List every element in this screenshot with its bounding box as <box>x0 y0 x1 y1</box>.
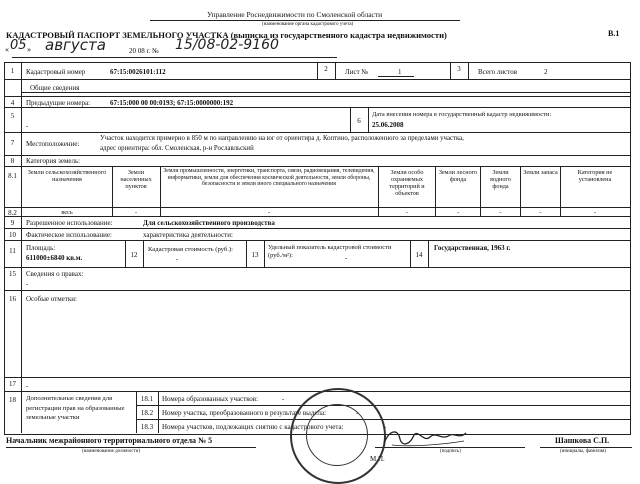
category-water: Земли водного фонда <box>490 169 511 190</box>
row-number-14: 14 <box>415 251 423 259</box>
date-month: августа <box>45 36 106 54</box>
row-number-8-2: 8.2 <box>8 209 17 217</box>
position-caption: (наименование должности) <box>82 449 141 454</box>
formed-parcels-label: Номера образованных участков: <box>162 395 259 403</box>
row-number-18-1: 18.1 <box>140 395 154 403</box>
actual-use-label: Фактическое использование: <box>26 231 112 239</box>
row-number-17: 17 <box>9 380 16 388</box>
registration-date-label: Дата внесения номера в государственный кадастр недвижимости: <box>372 111 552 118</box>
category-settlements: Земли населенных пунктов <box>120 169 152 190</box>
permitted-use-label: Разрешенное использование: <box>26 219 113 227</box>
category-agricultural: Земли сельскохозяйственного назначения <box>27 169 107 183</box>
total-sheets-value: 2 <box>544 68 548 76</box>
category-industry: Земли промышленности, энергетики, транспорта, связи, радиовещания, телевидения, информатики, земли для обеспечения космической деятельности, земли обороны, безопасности и земли иного специального назначения <box>163 168 375 188</box>
row-number-2: 2 <box>324 65 328 73</box>
value-reserve: - <box>539 209 542 216</box>
cadastral-number-label: Кадастровый номер <box>26 68 86 76</box>
ownership-value: Государственная, 1963 г. <box>434 244 511 252</box>
row-number-1: 1 <box>10 67 15 75</box>
row-number-8: 8 <box>10 157 15 165</box>
document-title: КАДАСТРОВЫЙ ПАСПОРТ ЗЕМЕЛЬНОГО УЧАСТКА (выписка из государственного кадастра недвижимости) <box>6 30 447 40</box>
removed-parcels-value: - <box>384 423 387 431</box>
row-number-18-3: 18.3 <box>140 423 154 431</box>
removed-parcels-label: Номера участков, подлежащих снятию с кадастрового учета: <box>162 423 344 431</box>
row-number-13: 13 <box>251 251 259 259</box>
value-water: - <box>499 209 502 216</box>
document-number: 15/08-02-9160 <box>175 37 279 53</box>
transformed-parcel-label: Номер участка, преобразованного в результате выдела: <box>162 409 327 417</box>
row-number-7: 7 <box>10 139 15 147</box>
cadastral-cost-value: - <box>176 255 179 263</box>
area-label: Площадь: <box>26 244 56 252</box>
name-caption: (инициалы, фамилия) <box>560 449 607 454</box>
additional-info-label: Дополнительные сведения для регистрации прав на образованные земельные участки <box>26 395 125 421</box>
row-number-9: 9 <box>10 219 15 227</box>
land-category-label: Категория земель: <box>26 157 81 165</box>
permitted-use-value: Для сельскохозяйственного производства <box>143 219 275 227</box>
form-code: В.1 <box>608 29 620 38</box>
row-number-10: 10 <box>9 231 16 239</box>
authority-caption: (наименование органа кадастрового учета) <box>262 22 354 27</box>
area-value: 611000±6840 кв.м. <box>26 254 83 262</box>
rights-label: Сведения о правах: <box>26 270 84 278</box>
category-forest: Земли лесного фонда <box>438 169 478 183</box>
official-seal-inner <box>306 404 368 466</box>
location-value-line2: адрес ориентира: обл. Смоленская, р-н Рославльский <box>100 145 254 152</box>
official-position: Начальник межрайонного территориального отдела № 5 <box>6 436 213 445</box>
value-agricultural: весь <box>61 209 73 216</box>
date-day: 05 <box>10 38 27 53</box>
value-settlements: - <box>134 209 138 216</box>
row-number-4: 4 <box>10 99 15 107</box>
date-year: 20 08 г. № <box>129 47 159 55</box>
formed-parcels-value: - <box>282 395 285 403</box>
row5-dash: - <box>26 122 29 130</box>
total-sheets-label: Всего листов <box>478 68 518 76</box>
rights-value: - <box>26 280 29 288</box>
specific-cost-value: - <box>345 254 348 262</box>
category-protected: Земли особо охраняемых территорий и объектов <box>389 169 425 197</box>
row-number-18-2: 18.2 <box>140 409 154 417</box>
value-forest: - <box>456 209 460 216</box>
registration-date-value: 25.06.2008 <box>372 121 404 129</box>
row17-dash: - <box>26 382 29 390</box>
row-number-8-1: 8.1 <box>8 172 17 180</box>
row-number-12: 12 <box>130 251 138 259</box>
specific-cost-label: Удельный показатель кадастровой стоимости (руб./м²): <box>268 244 392 259</box>
authority-name: Управление Роснедвижимости по Смоленской области <box>207 10 383 19</box>
row-number-6: 6 <box>357 117 361 125</box>
cadastral-number-value: 67:15:0026101:112 <box>110 68 166 76</box>
general-info-heading: Общие сведения <box>30 84 80 92</box>
special-notes-label: Особые отметки: <box>26 295 77 303</box>
row-number-5: 5 <box>10 112 15 120</box>
date-open-quote: « <box>5 45 9 54</box>
value-protected: - <box>405 209 409 216</box>
transformed-parcel-value: - <box>356 409 359 417</box>
value-not-set: - <box>593 209 597 216</box>
sheet-label: Лист № <box>345 68 369 76</box>
row-number-16: 16 <box>9 295 16 303</box>
category-not-set: Категория не установлена <box>577 169 613 183</box>
signature-caption: (подпись) <box>440 449 461 454</box>
previous-numbers-value: 67:15:000 00 00:0193; 67:15:0000000:192 <box>110 99 234 107</box>
date-close-quote: » <box>27 45 31 54</box>
stamp-place-mark: М.П. <box>370 455 385 463</box>
row-number-18: 18 <box>9 396 16 404</box>
location-value-line1: Участок находится примерно в 850 м по направлению на юг от ориентира д. Коптино, расположенного за пределами участка, <box>100 135 464 142</box>
official-name: Шашкова С.П. <box>555 436 610 445</box>
previous-numbers-label: Предыдущие номера: <box>26 99 91 107</box>
sheet-value: 1 <box>398 68 402 76</box>
row-number-11: 11 <box>9 247 16 255</box>
location-label: Местоположение: <box>26 140 80 148</box>
cadastral-cost-label: Кадастровая стоимость (руб.): <box>148 246 233 253</box>
category-reserve: Земли запаса <box>523 169 558 176</box>
row-number-3: 3 <box>457 65 461 73</box>
actual-use-value: характеристика деятельности: <box>143 231 233 239</box>
signature-image <box>380 425 470 451</box>
row-number-15: 15 <box>9 270 16 278</box>
value-industry: - <box>267 209 271 216</box>
